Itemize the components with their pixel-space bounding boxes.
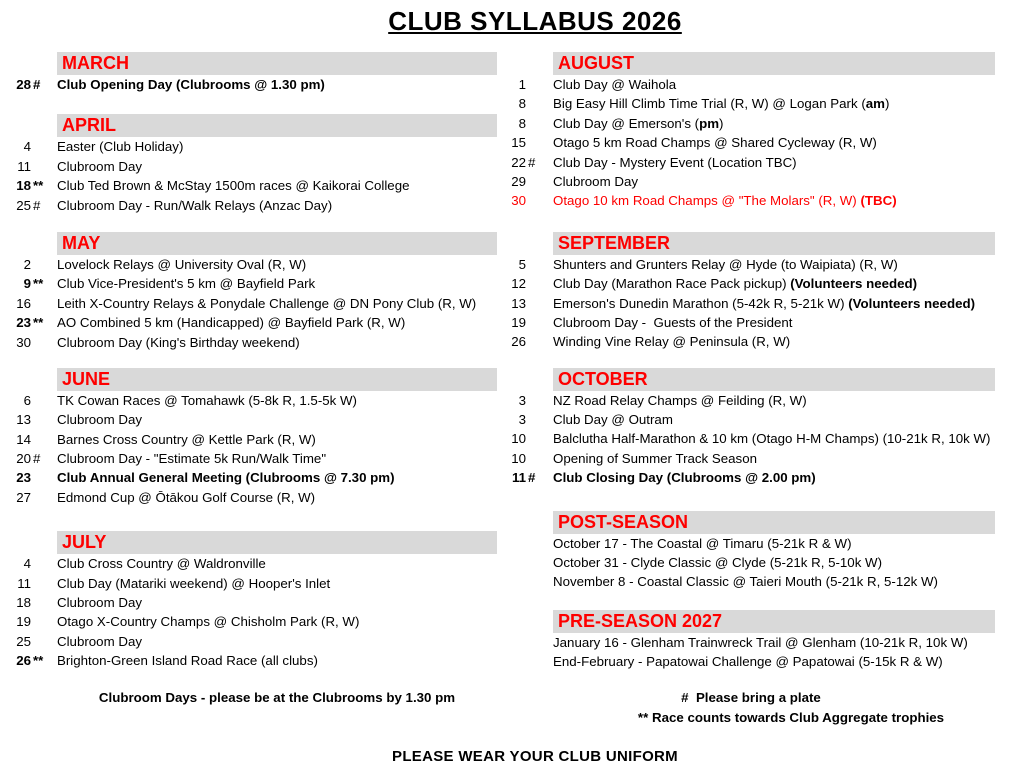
event-row xyxy=(10,255,497,274)
event-text xyxy=(553,332,995,351)
event-date-number: 1 xyxy=(518,77,526,92)
event-text-segment: am xyxy=(865,96,885,112)
event-text xyxy=(553,429,995,448)
event-date-number: 13 xyxy=(16,412,31,428)
event-text xyxy=(553,449,995,468)
event-row xyxy=(10,468,497,487)
event-date xyxy=(10,612,57,631)
event-date-number: 25 xyxy=(16,633,31,649)
event-text xyxy=(57,554,497,573)
event-row xyxy=(10,137,497,156)
event-date-marker xyxy=(528,255,553,274)
event-text-segment: Otago 5 km Road Champs @ Shared Cycleway (R, W) xyxy=(553,135,877,151)
event-text-segment: October 17 - The Coastal @ Timaru (5-21k R & W) xyxy=(553,535,852,551)
event-text xyxy=(57,574,497,593)
event-row xyxy=(505,294,995,313)
month-header-bar xyxy=(57,114,497,137)
event-date-marker xyxy=(528,191,553,210)
event-date xyxy=(10,75,57,94)
event-text-segment: Clubroom Day (King's Birthday weekend) xyxy=(57,334,300,350)
event-date-number: 13 xyxy=(511,295,526,311)
event-text-segment: AO Combined 5 km (Handicapped) @ Bayfield Park (R, W) xyxy=(57,315,406,331)
month-header-bar xyxy=(553,610,995,633)
event-text-segment: Club Opening Day (Clubrooms @ 1.30 pm) xyxy=(57,77,325,92)
month-section xyxy=(505,610,995,672)
month-header-bar xyxy=(57,368,497,391)
event-date-marker xyxy=(33,468,57,487)
event-text-segment: Clubroom Day xyxy=(57,412,142,428)
event-text-segment: Club Vice-President's 5 km @ Bayfield Park xyxy=(57,276,316,292)
event-date xyxy=(505,172,553,191)
event-date-marker xyxy=(33,333,57,352)
event-text xyxy=(553,633,995,652)
event-date-marker xyxy=(33,157,57,176)
event-date-marker xyxy=(33,632,57,651)
event-date-marker xyxy=(33,391,57,410)
event-date xyxy=(505,133,553,152)
event-date-marker xyxy=(33,612,57,631)
event-row xyxy=(505,172,995,191)
month-header-bar xyxy=(57,52,497,75)
event-date-marker xyxy=(528,133,553,152)
event-date-marker xyxy=(528,75,553,94)
event-date-number: 25 xyxy=(16,197,31,213)
event-date-marker xyxy=(33,294,57,313)
event-text-segment: Club Day (Matariki weekend) @ Hooper's Inlet xyxy=(57,575,331,591)
event-row xyxy=(505,633,995,652)
event-text xyxy=(553,553,995,572)
month-header-bar xyxy=(57,232,497,255)
event-row xyxy=(10,488,497,507)
event-date xyxy=(10,391,57,410)
event-text-segment: (Volunteers needed) xyxy=(848,295,976,311)
event-row xyxy=(10,430,497,449)
event-date-number: 9 xyxy=(23,276,31,292)
event-text-segment: Clubroom Day xyxy=(57,633,142,649)
event-date xyxy=(10,449,57,468)
event-date-number: 11 xyxy=(511,470,526,486)
event-text-segment: End-February - Papatowai Challenge @ Papatowai (5-15k R & W) xyxy=(553,654,943,670)
event-text xyxy=(57,488,497,507)
event-date-marker xyxy=(528,313,553,332)
event-text xyxy=(57,294,497,313)
event-text-segment: Otago 10 km Road Champs @ "The Molars" (R, W) xyxy=(553,193,861,209)
event-text xyxy=(553,172,995,191)
event-row xyxy=(10,333,497,352)
event-date-number: 26 xyxy=(16,653,31,669)
event-row xyxy=(505,553,995,572)
event-date xyxy=(505,94,553,113)
event-date xyxy=(10,176,57,195)
event-date xyxy=(10,574,57,593)
event-text-segment: Leith X-Country Relays & Ponydale Challenge @ DN Pony Club (R, W) xyxy=(57,295,477,311)
event-date-marker: ** xyxy=(33,276,44,292)
event-row xyxy=(10,176,497,195)
event-row xyxy=(505,534,995,553)
event-date-marker: # xyxy=(528,154,536,170)
event-date-marker xyxy=(528,94,553,113)
month-section xyxy=(505,232,995,352)
event-date xyxy=(505,449,553,468)
event-date xyxy=(505,114,553,133)
month-section xyxy=(10,368,497,507)
event-date xyxy=(10,430,57,449)
month-section xyxy=(10,232,497,352)
event-date-marker xyxy=(528,294,553,313)
event-date xyxy=(10,274,57,293)
event-row xyxy=(505,468,995,487)
event-text xyxy=(553,133,995,152)
event-date-number: 8 xyxy=(518,96,526,112)
event-date xyxy=(505,391,553,410)
month-title: OCTOBER xyxy=(558,368,648,389)
event-text xyxy=(553,652,995,671)
event-text-segment: ) xyxy=(884,96,890,112)
event-text-segment: Big Easy Hill Climb Time Trial (R, W) @ Logan Park ( xyxy=(553,96,866,112)
column-right xyxy=(505,52,995,672)
event-date xyxy=(10,294,57,313)
event-row xyxy=(505,332,995,351)
month-title: APRIL xyxy=(62,115,116,136)
event-row xyxy=(10,651,497,670)
event-text xyxy=(57,255,497,274)
event-date-number: 3 xyxy=(518,412,526,428)
event-date xyxy=(505,429,553,448)
event-date-number: 15 xyxy=(511,135,526,151)
event-text-segment: October 31 - Clyde Classic @ Clyde (5-21k R, 5-10k W) xyxy=(553,555,883,571)
event-date xyxy=(505,468,553,487)
event-date xyxy=(505,75,553,94)
event-row xyxy=(505,449,995,468)
event-date xyxy=(10,255,57,274)
event-date xyxy=(505,313,553,332)
event-text-segment: November 8 - Coastal Classic @ Taieri Mouth (5-21k R, 5-12k W) xyxy=(553,574,938,590)
event-row xyxy=(10,196,497,215)
event-date-marker xyxy=(33,410,57,429)
month-section xyxy=(505,368,995,488)
event-row xyxy=(505,255,995,274)
event-text xyxy=(57,274,497,293)
event-text-segment: pm xyxy=(699,115,720,131)
event-date-marker: ** xyxy=(33,315,44,331)
event-text-segment: Club Ted Brown & McStay 1500m races @ Kaikorai College xyxy=(57,178,410,194)
event-date xyxy=(10,488,57,507)
event-date xyxy=(505,410,553,429)
event-date-marker: ** xyxy=(33,178,44,194)
event-row xyxy=(10,574,497,593)
event-date-marker: ** xyxy=(33,653,44,669)
month-header-bar xyxy=(553,511,995,534)
event-date-number: 10 xyxy=(511,450,526,466)
event-date-number: 23 xyxy=(16,315,31,331)
event-date xyxy=(505,332,553,351)
event-date-marker xyxy=(33,137,57,156)
event-text-segment: Club Cross Country @ Waldronville xyxy=(57,556,266,572)
event-date-marker xyxy=(33,430,57,449)
event-text-segment: Edmond Cup @ Ōtākou Golf Course (R, W) xyxy=(57,489,316,505)
event-text-segment: Emerson's Dunedin Marathon (5-42k R, 5-21k W) xyxy=(553,295,849,311)
event-date-marker xyxy=(528,114,553,133)
event-text-segment: Shunters and Grunters Relay @ Hyde (to Waipiata) (R, W) xyxy=(553,256,898,272)
event-text xyxy=(553,410,995,429)
event-row xyxy=(505,133,995,152)
event-text-segment: Clubroom Day - "Estimate 5k Run/Walk Time" xyxy=(57,451,327,467)
event-date xyxy=(10,554,57,573)
event-text-segment: Club Annual General Meeting (Clubrooms @ 7.30 pm) xyxy=(57,470,395,486)
event-date-number: 29 xyxy=(511,173,526,189)
event-row xyxy=(505,391,995,410)
month-section xyxy=(505,511,995,592)
event-row xyxy=(505,652,995,671)
event-date-number: 6 xyxy=(23,392,31,408)
column-left xyxy=(10,52,497,671)
month-section xyxy=(505,52,995,211)
event-row xyxy=(505,274,995,293)
event-date-number: 27 xyxy=(16,489,31,505)
event-text-segment: Clubroom Day xyxy=(57,595,142,611)
event-row xyxy=(10,294,497,313)
event-row xyxy=(10,274,497,293)
event-text-segment: Otago X-Country Champs @ Chisholm Park (R, W) xyxy=(57,614,360,630)
event-date-marker xyxy=(33,593,57,612)
event-text-segment: Balclutha Half-Marathon & 10 km (Otago H-M Champs) (10-21k R, 10k W) xyxy=(553,431,991,447)
event-text xyxy=(553,274,995,293)
month-title: SEPTEMBER xyxy=(558,232,671,253)
event-date xyxy=(505,255,553,274)
event-date-number: 4 xyxy=(23,139,31,155)
event-date-number: 14 xyxy=(16,431,31,447)
event-text-segment: Club Day (Marathon Race Pack pickup) xyxy=(553,276,791,292)
event-date xyxy=(10,593,57,612)
event-text xyxy=(553,534,995,553)
footnote-bring-a-plate: # Please bring a plate xyxy=(681,690,821,705)
event-text-segment: Clubroom Day - Run/Walk Relays (Anzac Day) xyxy=(57,197,333,213)
event-date-number: 30 xyxy=(16,334,31,350)
event-date-number: 18 xyxy=(16,595,31,611)
event-text xyxy=(57,75,497,94)
event-text-segment: Club Day @ Waihola xyxy=(553,77,677,92)
event-text-segment: Opening of Summer Track Season xyxy=(553,450,757,466)
event-text xyxy=(57,632,497,651)
event-row xyxy=(10,75,497,94)
event-date-marker xyxy=(528,410,553,429)
event-text-segment: January 16 - Glenham Trainwreck Trail @ Glenham (10-21k R, 10k W) xyxy=(553,634,968,650)
event-row xyxy=(505,114,995,133)
event-date-number: 4 xyxy=(23,556,31,572)
event-row xyxy=(10,313,497,332)
event-text xyxy=(553,294,995,313)
event-date-number: 11 xyxy=(17,158,31,174)
event-row xyxy=(10,449,497,468)
event-date-number: 10 xyxy=(511,431,526,447)
event-text-segment: Barnes Cross Country @ Kettle Park (R, W) xyxy=(57,431,316,447)
event-row xyxy=(10,612,497,631)
month-section xyxy=(10,114,497,215)
event-text xyxy=(57,430,497,449)
event-text xyxy=(553,75,995,94)
event-date xyxy=(10,651,57,670)
event-text-segment: Club Day - Mystery Event (Location TBC) xyxy=(553,154,797,170)
event-date xyxy=(10,157,57,176)
event-text xyxy=(57,176,497,195)
event-text-segment: Clubroom Day xyxy=(553,173,638,189)
event-text xyxy=(57,313,497,332)
event-text xyxy=(57,612,497,631)
event-date-number: 3 xyxy=(518,392,526,408)
event-text xyxy=(553,191,995,210)
event-date xyxy=(10,333,57,352)
event-text xyxy=(553,114,995,133)
footnote-aggregate-trophies: ** Race counts towards Club Aggregate trophies xyxy=(637,710,945,725)
event-text xyxy=(553,313,995,332)
event-text xyxy=(57,157,497,176)
event-date-number: 23 xyxy=(16,470,31,486)
event-row xyxy=(505,75,995,94)
event-text xyxy=(553,572,995,591)
event-date-marker xyxy=(33,554,57,573)
event-date-number: 5 xyxy=(518,256,526,272)
event-date-marker xyxy=(528,391,553,410)
month-title: POST-SEASON xyxy=(558,511,689,532)
event-date-marker xyxy=(528,172,553,191)
month-header-bar xyxy=(553,368,995,391)
event-text-segment: ) xyxy=(719,115,724,131)
event-row xyxy=(505,94,995,113)
event-date-marker xyxy=(33,488,57,507)
event-text-segment: TK Cowan Races @ Tomahawk (5-8k R, 1.5-5k W) xyxy=(57,392,357,408)
event-text xyxy=(553,468,995,487)
event-text xyxy=(57,333,497,352)
event-date-number: 19 xyxy=(511,314,526,330)
month-title: MARCH xyxy=(62,53,129,73)
event-date-number: 11 xyxy=(17,575,31,591)
event-text xyxy=(553,94,995,113)
event-date-number: 26 xyxy=(511,334,526,350)
event-date-number: 30 xyxy=(511,193,526,209)
event-text-segment: Easter (Club Holiday) xyxy=(57,139,184,155)
month-title: MAY xyxy=(62,232,101,253)
event-date-number: 18 xyxy=(16,178,31,194)
event-row xyxy=(10,554,497,573)
month-header-bar xyxy=(553,232,995,255)
event-date xyxy=(505,274,553,293)
event-text-segment: Clubroom Day xyxy=(57,158,142,174)
event-row xyxy=(505,191,995,210)
event-date-marker xyxy=(528,332,553,351)
event-text xyxy=(553,153,995,172)
event-date-number: 20 xyxy=(16,451,31,467)
month-title: PRE-SEASON 2027 xyxy=(558,610,723,631)
month-header-bar xyxy=(57,531,497,554)
event-row xyxy=(505,153,995,172)
event-date-marker xyxy=(33,574,57,593)
event-date-marker xyxy=(528,274,553,293)
event-row xyxy=(505,429,995,448)
event-date xyxy=(505,294,553,313)
event-row xyxy=(10,410,497,429)
event-date-marker xyxy=(33,255,57,274)
event-text xyxy=(57,196,497,215)
event-text-segment: Clubroom Day - Guests of the President xyxy=(553,314,793,330)
event-text-segment: Club Day @ Emerson's ( xyxy=(553,115,700,131)
event-row xyxy=(505,410,995,429)
event-date-marker: # xyxy=(33,451,41,467)
footnote-club-uniform: PLEASE WEAR YOUR CLUB UNIFORM xyxy=(392,748,678,765)
event-text xyxy=(57,449,497,468)
month-title: JULY xyxy=(62,532,107,553)
event-date-number: 19 xyxy=(16,614,31,630)
event-text-segment: (TBC) xyxy=(860,193,897,209)
event-date xyxy=(505,191,553,210)
event-text-segment: Winding Vine Relay @ Peninsula (R, W) xyxy=(553,334,791,350)
event-date-marker: # xyxy=(33,77,41,92)
event-text xyxy=(57,468,497,487)
event-row xyxy=(505,572,995,591)
event-date-number: 2 xyxy=(23,256,31,272)
event-date-number: 16 xyxy=(16,295,31,311)
event-text-segment: Club Closing Day (Clubrooms @ 2.00 pm) xyxy=(553,470,816,486)
event-date xyxy=(10,196,57,215)
event-date-marker xyxy=(528,449,553,468)
event-text xyxy=(553,255,995,274)
event-row xyxy=(505,313,995,332)
event-text xyxy=(57,651,497,670)
month-section xyxy=(10,531,497,670)
event-date-marker: # xyxy=(33,197,41,213)
event-date xyxy=(505,153,553,172)
event-row xyxy=(10,632,497,651)
event-date-marker: # xyxy=(528,470,536,486)
event-text-segment: Lovelock Relays @ University Oval (R, W) xyxy=(57,256,307,272)
event-text xyxy=(57,391,497,410)
event-row xyxy=(10,593,497,612)
event-text-segment: (Volunteers needed) xyxy=(790,276,918,292)
event-text-segment: Club Day @ Outram xyxy=(553,412,673,428)
event-text xyxy=(57,593,497,612)
event-date xyxy=(10,410,57,429)
event-row xyxy=(10,391,497,410)
event-date-number: 28 xyxy=(16,77,31,92)
event-date xyxy=(10,632,57,651)
month-title: JUNE xyxy=(62,368,111,389)
event-date xyxy=(10,468,57,487)
event-text xyxy=(57,410,497,429)
event-date-number: 12 xyxy=(511,276,526,292)
event-date-number: 8 xyxy=(518,115,526,131)
month-header-bar xyxy=(553,52,995,75)
month-title: AUGUST xyxy=(558,53,634,73)
page-title: CLUB SYLLABUS 2026 xyxy=(388,6,682,36)
event-date-number: 22 xyxy=(511,154,526,170)
event-text xyxy=(553,391,995,410)
month-section xyxy=(10,52,497,94)
event-text-segment: NZ Road Relay Champs @ Feilding (R, W) xyxy=(553,392,807,408)
event-row xyxy=(10,157,497,176)
event-date xyxy=(10,313,57,332)
footnote-clubroom-days: Clubroom Days - please be at the Clubrooms by 1.30 pm xyxy=(98,690,456,705)
event-date-marker xyxy=(528,429,553,448)
event-text-segment: Brighton-Green Island Road Race (all clubs) xyxy=(57,653,318,669)
event-date xyxy=(10,137,57,156)
event-text xyxy=(57,137,497,156)
